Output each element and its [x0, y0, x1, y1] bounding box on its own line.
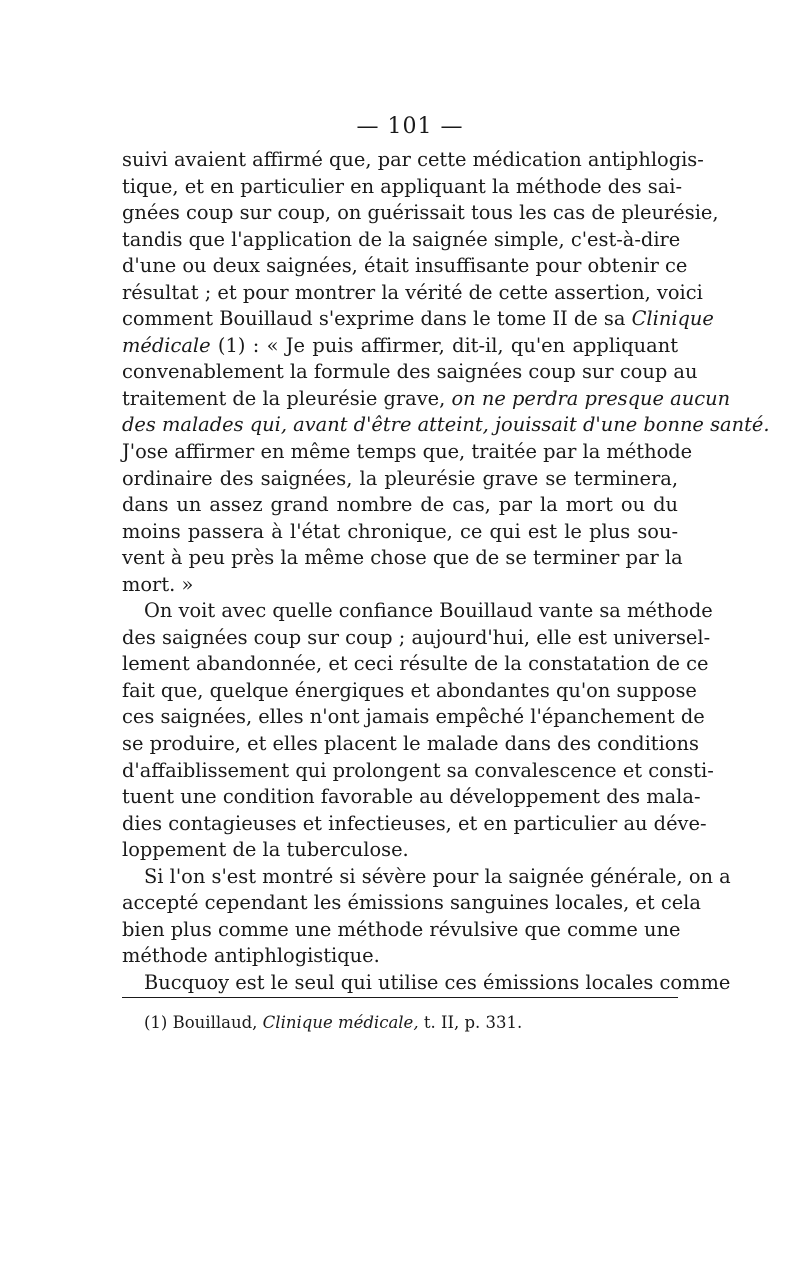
text-run: mort. » [122, 572, 194, 596]
footnote-divider [122, 997, 678, 998]
text-line [122, 784, 701, 811]
text-run: On voit avec quelle confiance Bouillaud vante sa méthode [144, 599, 713, 623]
text-run: gnées coup sur coup, on guérissait tous les cas de pleurésie, [122, 201, 719, 225]
text-line [122, 147, 704, 174]
text-run: Si l'on s'est montré si sévère pour la saignée générale, on a [144, 864, 731, 888]
text-line [122, 333, 678, 360]
footnote-marker: (1) [144, 1013, 168, 1032]
text-run: bien plus comme une méthode révulsive que comme une [122, 917, 681, 941]
footnote [144, 1012, 522, 1034]
body-text [122, 147, 770, 997]
text-line [122, 758, 714, 785]
text-line [122, 412, 770, 439]
paragraph [122, 970, 731, 997]
italic-text: des malades qui, avant d'être atteint, jouissait d'une bonne santé. [122, 413, 770, 437]
text-line [122, 519, 678, 546]
text-run: méthode antiphlogistique. [122, 944, 380, 968]
text-run: des saignées coup sur coup ; aujourd'hui, elle est universel- [122, 625, 711, 649]
text-line [122, 174, 683, 201]
text-run: accepté cependant les émissions sanguines locales, et cela [122, 891, 701, 915]
text-run: comment Bouillaud s'exprime dans le tome II de sa [122, 307, 632, 331]
paragraph [122, 147, 770, 598]
text-line [122, 386, 731, 413]
text-run: se produire, et elles placent le malade dans des conditions [122, 732, 699, 756]
text-line [122, 917, 681, 944]
italic-text: médicale [122, 333, 211, 357]
text-line [122, 598, 713, 625]
text-line [122, 466, 678, 493]
text-line [122, 200, 719, 227]
text-run: (1) : « Je puis affirmer, dit-il, qu'en appliquant [210, 333, 678, 357]
text-line [122, 890, 701, 917]
italic-text: on ne perdra presque aucun [451, 386, 731, 410]
text-run: dies contagieuses et infectieuses, et en particulier au déve- [122, 811, 707, 835]
text-line [122, 280, 703, 307]
text-run: vent à peu près la même chose que de se terminer par la [122, 546, 683, 570]
text-run: convenablement la formule des saignées coup sur coup au [122, 360, 698, 384]
text-run: loppement de la tuberculose. [122, 838, 409, 862]
text-run: tuent une condition favorable au développement des mala- [122, 785, 701, 809]
text-line [122, 678, 697, 705]
text-line [122, 359, 698, 386]
text-run: traitement de la pleurésie grave, [122, 386, 452, 410]
text-line [122, 227, 681, 254]
text-line [122, 837, 678, 864]
text-run: dans un assez grand nombre de cas, par la mort ou du [122, 493, 678, 517]
text-line [122, 731, 699, 758]
text-run: moins passera à l'état chronique, ce qui est le plus sou- [122, 519, 678, 543]
italic-text: Clinique [631, 307, 714, 331]
text-line [122, 651, 709, 678]
paragraph [122, 598, 714, 863]
text-line [122, 492, 678, 519]
text-line [122, 306, 714, 333]
text-run: suivi avaient affirmé que, par cette médication antiphlogis- [122, 148, 704, 171]
text-line [122, 970, 731, 997]
footnote-ref: t. II, p. 331. [423, 1013, 523, 1032]
text-run: lement abandonnée, et ceci résulte de la constatation de ce [122, 652, 709, 676]
text-run: d'une ou deux saignées, était insuffisante pour obtenir ce [122, 254, 688, 278]
text-line [122, 572, 678, 599]
text-line [122, 545, 683, 572]
footnote-author: Bouillaud, [172, 1013, 258, 1032]
paragraph [122, 864, 731, 970]
text-line [122, 439, 693, 466]
text-run: fait que, quelque énergiques et abondantes qu'on suppose [122, 678, 697, 702]
text-line [122, 943, 678, 970]
text-run: résultat ; et pour montrer la vérité de cette assertion, voici [122, 280, 703, 304]
text-run: ces saignées, elles n'ont jamais empêché l'épanchement de [122, 705, 705, 729]
text-run: tandis que l'application de la saignée simple, c'est-à-dire [122, 227, 681, 251]
text-line [122, 811, 707, 838]
text-line [122, 625, 711, 652]
text-run: J'ose affirmer en même temps que, traitée par la méthode [122, 440, 693, 464]
text-line [122, 253, 688, 280]
text-line [122, 704, 705, 731]
text-line [122, 864, 731, 891]
text-run: d'affaiblissement qui prolongent sa convalescence et consti- [122, 758, 714, 782]
text-run: tique, et en particulier en appliquant la méthode des sai- [122, 174, 683, 198]
footnote-title: Clinique médicale, [262, 1013, 419, 1032]
text-run: ordinaire des saignées, la pleurésie grave se terminera, [122, 466, 678, 490]
page-number: — 101 — [356, 114, 464, 139]
text-run: Bucquoy est le seul qui utilise ces émissions locales comme [144, 970, 731, 994]
